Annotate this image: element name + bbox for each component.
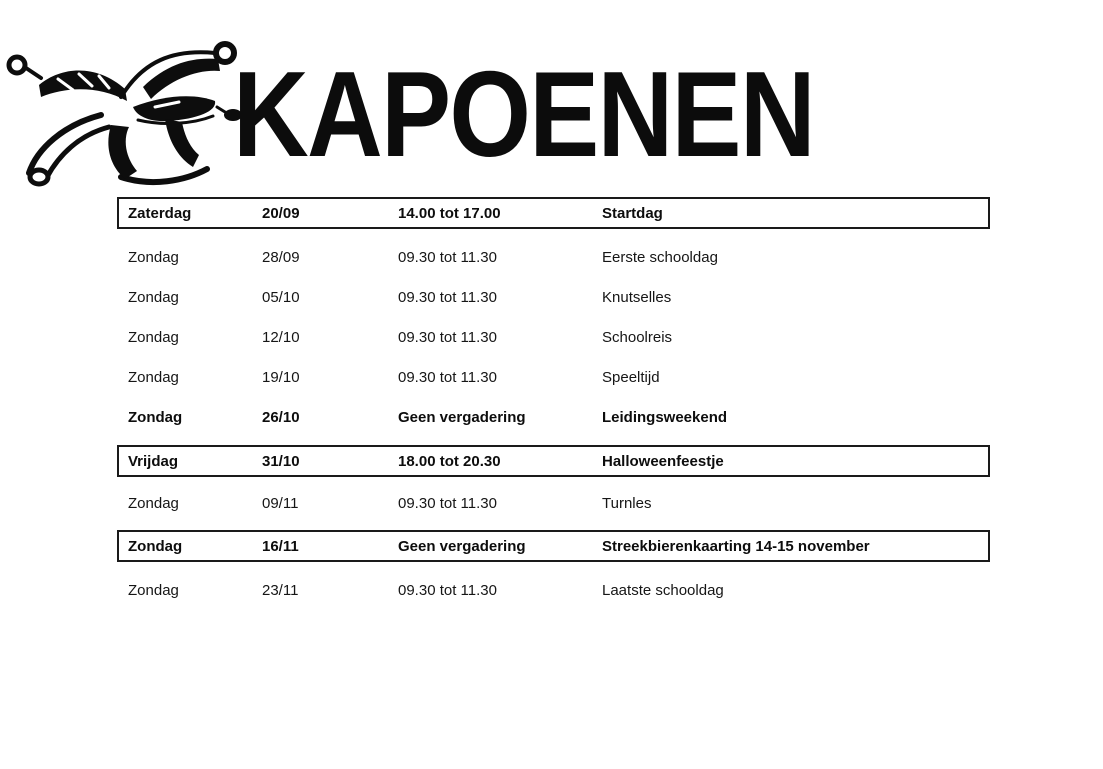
activity-cell: Halloweenfeestje bbox=[602, 452, 724, 470]
day-cell: Zondag bbox=[128, 368, 179, 386]
date-cell: 26/10 bbox=[262, 408, 300, 426]
table-row bbox=[117, 237, 990, 277]
time-cell: 09.30 tot 11.30 bbox=[398, 288, 497, 306]
date-cell: 20/09 bbox=[262, 204, 300, 222]
page-title: KAPOENEN bbox=[233, 46, 814, 182]
date-cell: 23/11 bbox=[262, 581, 299, 599]
time-cell: 09.30 tot 11.30 bbox=[398, 581, 497, 599]
time-cell: 09.30 tot 11.30 bbox=[398, 328, 497, 346]
table-row bbox=[117, 317, 990, 357]
time-cell: 14.00 tot 17.00 bbox=[398, 204, 501, 222]
date-cell: 31/10 bbox=[262, 452, 300, 470]
activity-cell: Startdag bbox=[602, 204, 663, 222]
activity-cell: Streekbierenkaarting 14-15 november bbox=[602, 537, 870, 555]
day-cell: Zondag bbox=[128, 537, 183, 555]
day-cell: Zondag bbox=[128, 408, 183, 426]
table-row bbox=[117, 530, 990, 562]
time-cell: 18.00 tot 20.30 bbox=[398, 452, 501, 470]
day-cell: Vrijdag bbox=[128, 452, 179, 470]
activity-cell: Speeltijd bbox=[602, 368, 660, 386]
date-cell: 28/09 bbox=[262, 248, 300, 266]
activity-cell: Leidingsweekend bbox=[602, 408, 728, 426]
day-cell: Zondag bbox=[128, 328, 179, 346]
time-cell: Geen vergadering bbox=[398, 408, 526, 426]
day-cell: Zaterdag bbox=[128, 204, 192, 222]
time-cell: 09.30 tot 11.30 bbox=[398, 368, 497, 386]
time-cell: 09.30 tot 11.30 bbox=[398, 494, 497, 512]
date-cell: 16/11 bbox=[262, 537, 299, 555]
date-cell: 12/10 bbox=[262, 328, 300, 346]
date-cell: 19/10 bbox=[262, 368, 300, 386]
table-row bbox=[117, 570, 990, 610]
day-cell: Zondag bbox=[128, 494, 179, 512]
day-cell: Zondag bbox=[128, 288, 179, 306]
table-row bbox=[117, 277, 990, 317]
activity-cell: Knutselles bbox=[602, 288, 672, 306]
jester-hat-icon bbox=[3, 26, 251, 188]
table-row bbox=[117, 483, 990, 523]
activity-cell: Laatste schooldag bbox=[602, 581, 724, 599]
schedule-table bbox=[117, 197, 990, 610]
table-row bbox=[117, 197, 990, 229]
time-cell: 09.30 tot 11.30 bbox=[398, 248, 497, 266]
table-row bbox=[117, 357, 990, 397]
time-cell: Geen vergadering bbox=[398, 537, 526, 555]
activity-cell: Eerste schooldag bbox=[602, 248, 718, 266]
activity-cell: Schoolreis bbox=[602, 328, 673, 346]
day-cell: Zondag bbox=[128, 581, 179, 599]
date-cell: 05/10 bbox=[262, 288, 300, 306]
table-row bbox=[117, 445, 990, 477]
day-cell: Zondag bbox=[128, 248, 179, 266]
date-cell: 09/11 bbox=[262, 494, 299, 512]
activity-cell: Turnles bbox=[602, 494, 652, 512]
table-row bbox=[117, 397, 990, 437]
